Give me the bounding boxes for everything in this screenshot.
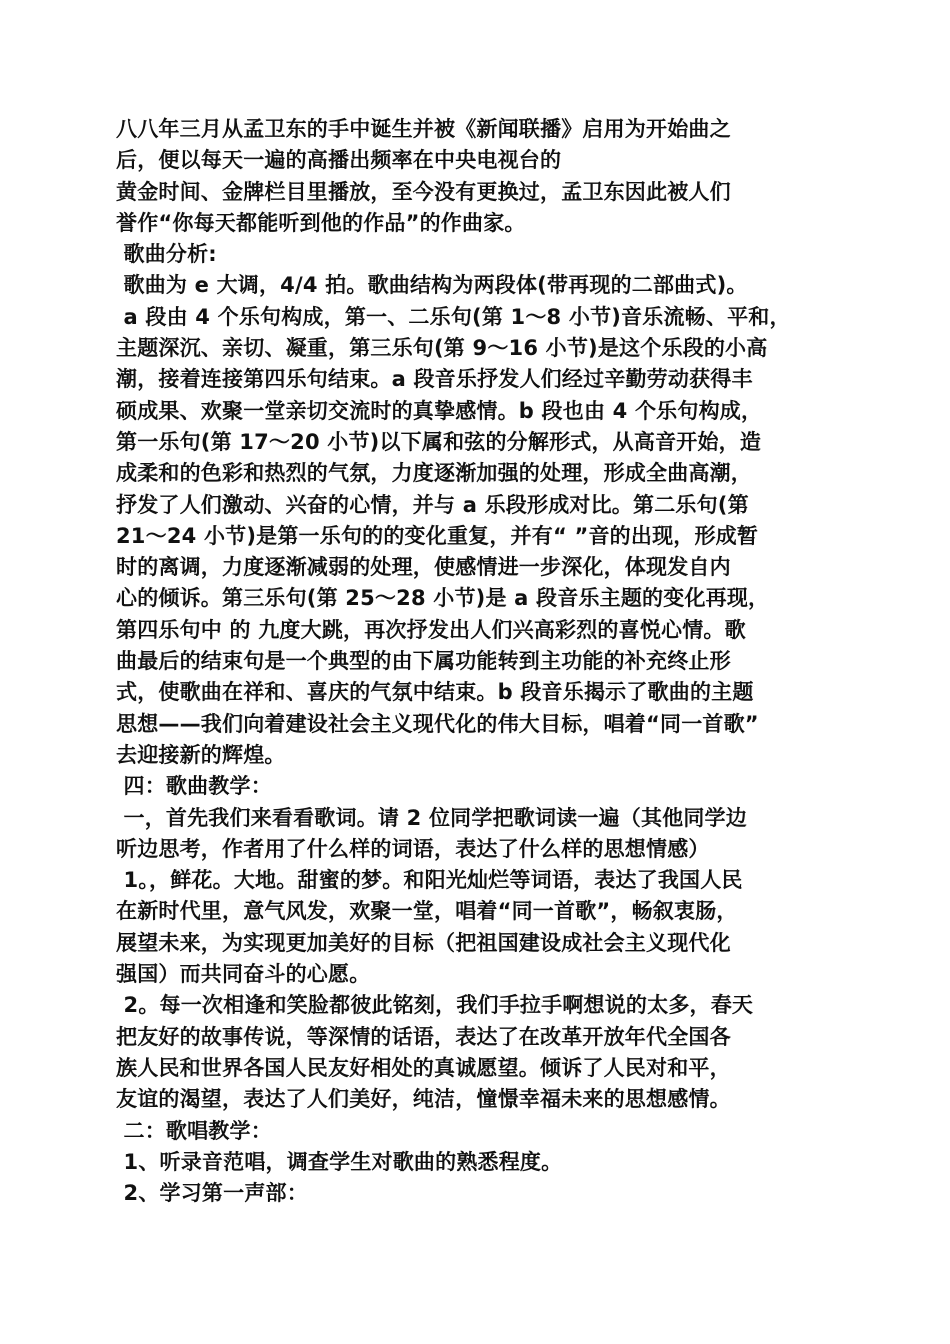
section-heading: 四：歌曲教学： (116, 774, 272, 799)
text-line: 听边思考，作者用了什么样的词语，表达了什么样的思想情感） (116, 836, 710, 861)
text-line: 在新时代里，意气风发，欢聚一堂，唱着“同一首歌”，畅叙衷肠， (116, 899, 738, 924)
text-line: 2。每一次相逢和笑脸都彼此铭刻，我们手拉手啊想说的太多，春天 (116, 993, 754, 1018)
text-line: a 段由 4 个乐句构成，第一、二乐句(第 1～8 小节)音乐流畅、平和， (116, 304, 791, 329)
document-body (116, 114, 856, 1209)
text-line: 思想——我们向着建设社会主义现代化的伟大目标，唱着“同一首歌” (116, 711, 759, 736)
text-line: 去迎接新的辉煌。 (116, 742, 286, 767)
text-line: 1、听录音范唱，调查学生对歌曲的熟悉程度。 (116, 1149, 563, 1174)
text-line: 友谊的渴望，表达了人们美好，纯洁，憧憬幸福未来的思想感情。 (116, 1087, 731, 1112)
text-line: 成柔和的色彩和热烈的气氛，力度逐渐加强的处理，形成全曲高潮， (116, 461, 752, 486)
text-line: 誉作“你每天都能听到他的作品”的作曲家。 (116, 210, 526, 235)
text-line: 黄金时间、金牌栏目里播放，至今没有更换过，孟卫东因此被人们 (116, 179, 731, 204)
text-line: 主题深沉、亲切、凝重，第三乐句(第 9～16 小节)是这个乐段的小高 (116, 336, 768, 361)
text-line: 族人民和世界各国人民友好相处的真诚愿望。倾诉了人民对和平， (116, 1055, 731, 1080)
text-line: 第四乐句中 的 九度大跳，再次抒发出人们兴高彩烈的喜悦心情。歌 (116, 617, 746, 642)
text-line: 一，首先我们来看看歌词。请 2 位同学把歌词读一遍（其他同学边 (116, 805, 747, 830)
text-line: 心的倾诉。第三乐句(第 25～28 小节)是 a 段音乐主题的变化再现， (116, 586, 770, 611)
text-line: 抒发了人们激动、兴奋的心情，并与 a 乐段形成对比。第二乐句(第 (116, 492, 749, 517)
text-line: 2、学习第一声部： (116, 1181, 308, 1206)
text-line: 歌曲为 e 大调，4/4 拍。歌曲结构为两段体(带再现的二部曲式)。 (116, 273, 748, 298)
text-line: 曲最后的结束句是一个典型的由下属功能转到主功能的补充终止形 (116, 649, 731, 674)
text-line: 强国）而共同奋斗的心愿。 (116, 962, 371, 987)
text-line: 式，使歌曲在祥和、喜庆的气氛中结束。b 段音乐揭示了歌曲的主题 (116, 680, 754, 705)
text-line: 把友好的故事传说，等深情的话语，表达了在改革开放年代全国各 (116, 1024, 731, 1049)
section-heading: 歌曲分析: (116, 242, 217, 267)
text-line: 第一乐句(第 17～20 小节)以下属和弦的分解形式，从高音开始，造 (116, 429, 762, 454)
section-heading: 二：歌唱教学： (116, 1118, 272, 1143)
text-line: 21～24 小节)是第一乐句的的变化重复，并有“ ”音的出现，形成暂 (116, 523, 759, 548)
text-line: 八八年三月从孟卫东的手中诞生并被《新闻联播》启用为开始曲之 (116, 117, 731, 141)
text-line: 展望未来，为实现更加美好的目标（把祖国建设成社会主义现代化 (116, 930, 731, 955)
text-line: 潮，接着连接第四乐句结束。a 段音乐抒发人们经过辛勤劳动获得丰 (116, 367, 753, 392)
text-line: 硕成果、欢聚一堂亲切交流时的真挚感情。b 段也由 4 个乐句构成， (116, 398, 763, 423)
text-line: 后，便以每天一遍的高播出频率在中央电视台的 (116, 148, 562, 173)
text-line: 时的离调，力度逐渐减弱的处理，使感情进一步深化，体现发自内 (116, 555, 731, 580)
text-line: 1。，鲜花。大地。甜蜜的梦。和阳光灿烂等词语，表达了我国人民 (116, 868, 743, 893)
